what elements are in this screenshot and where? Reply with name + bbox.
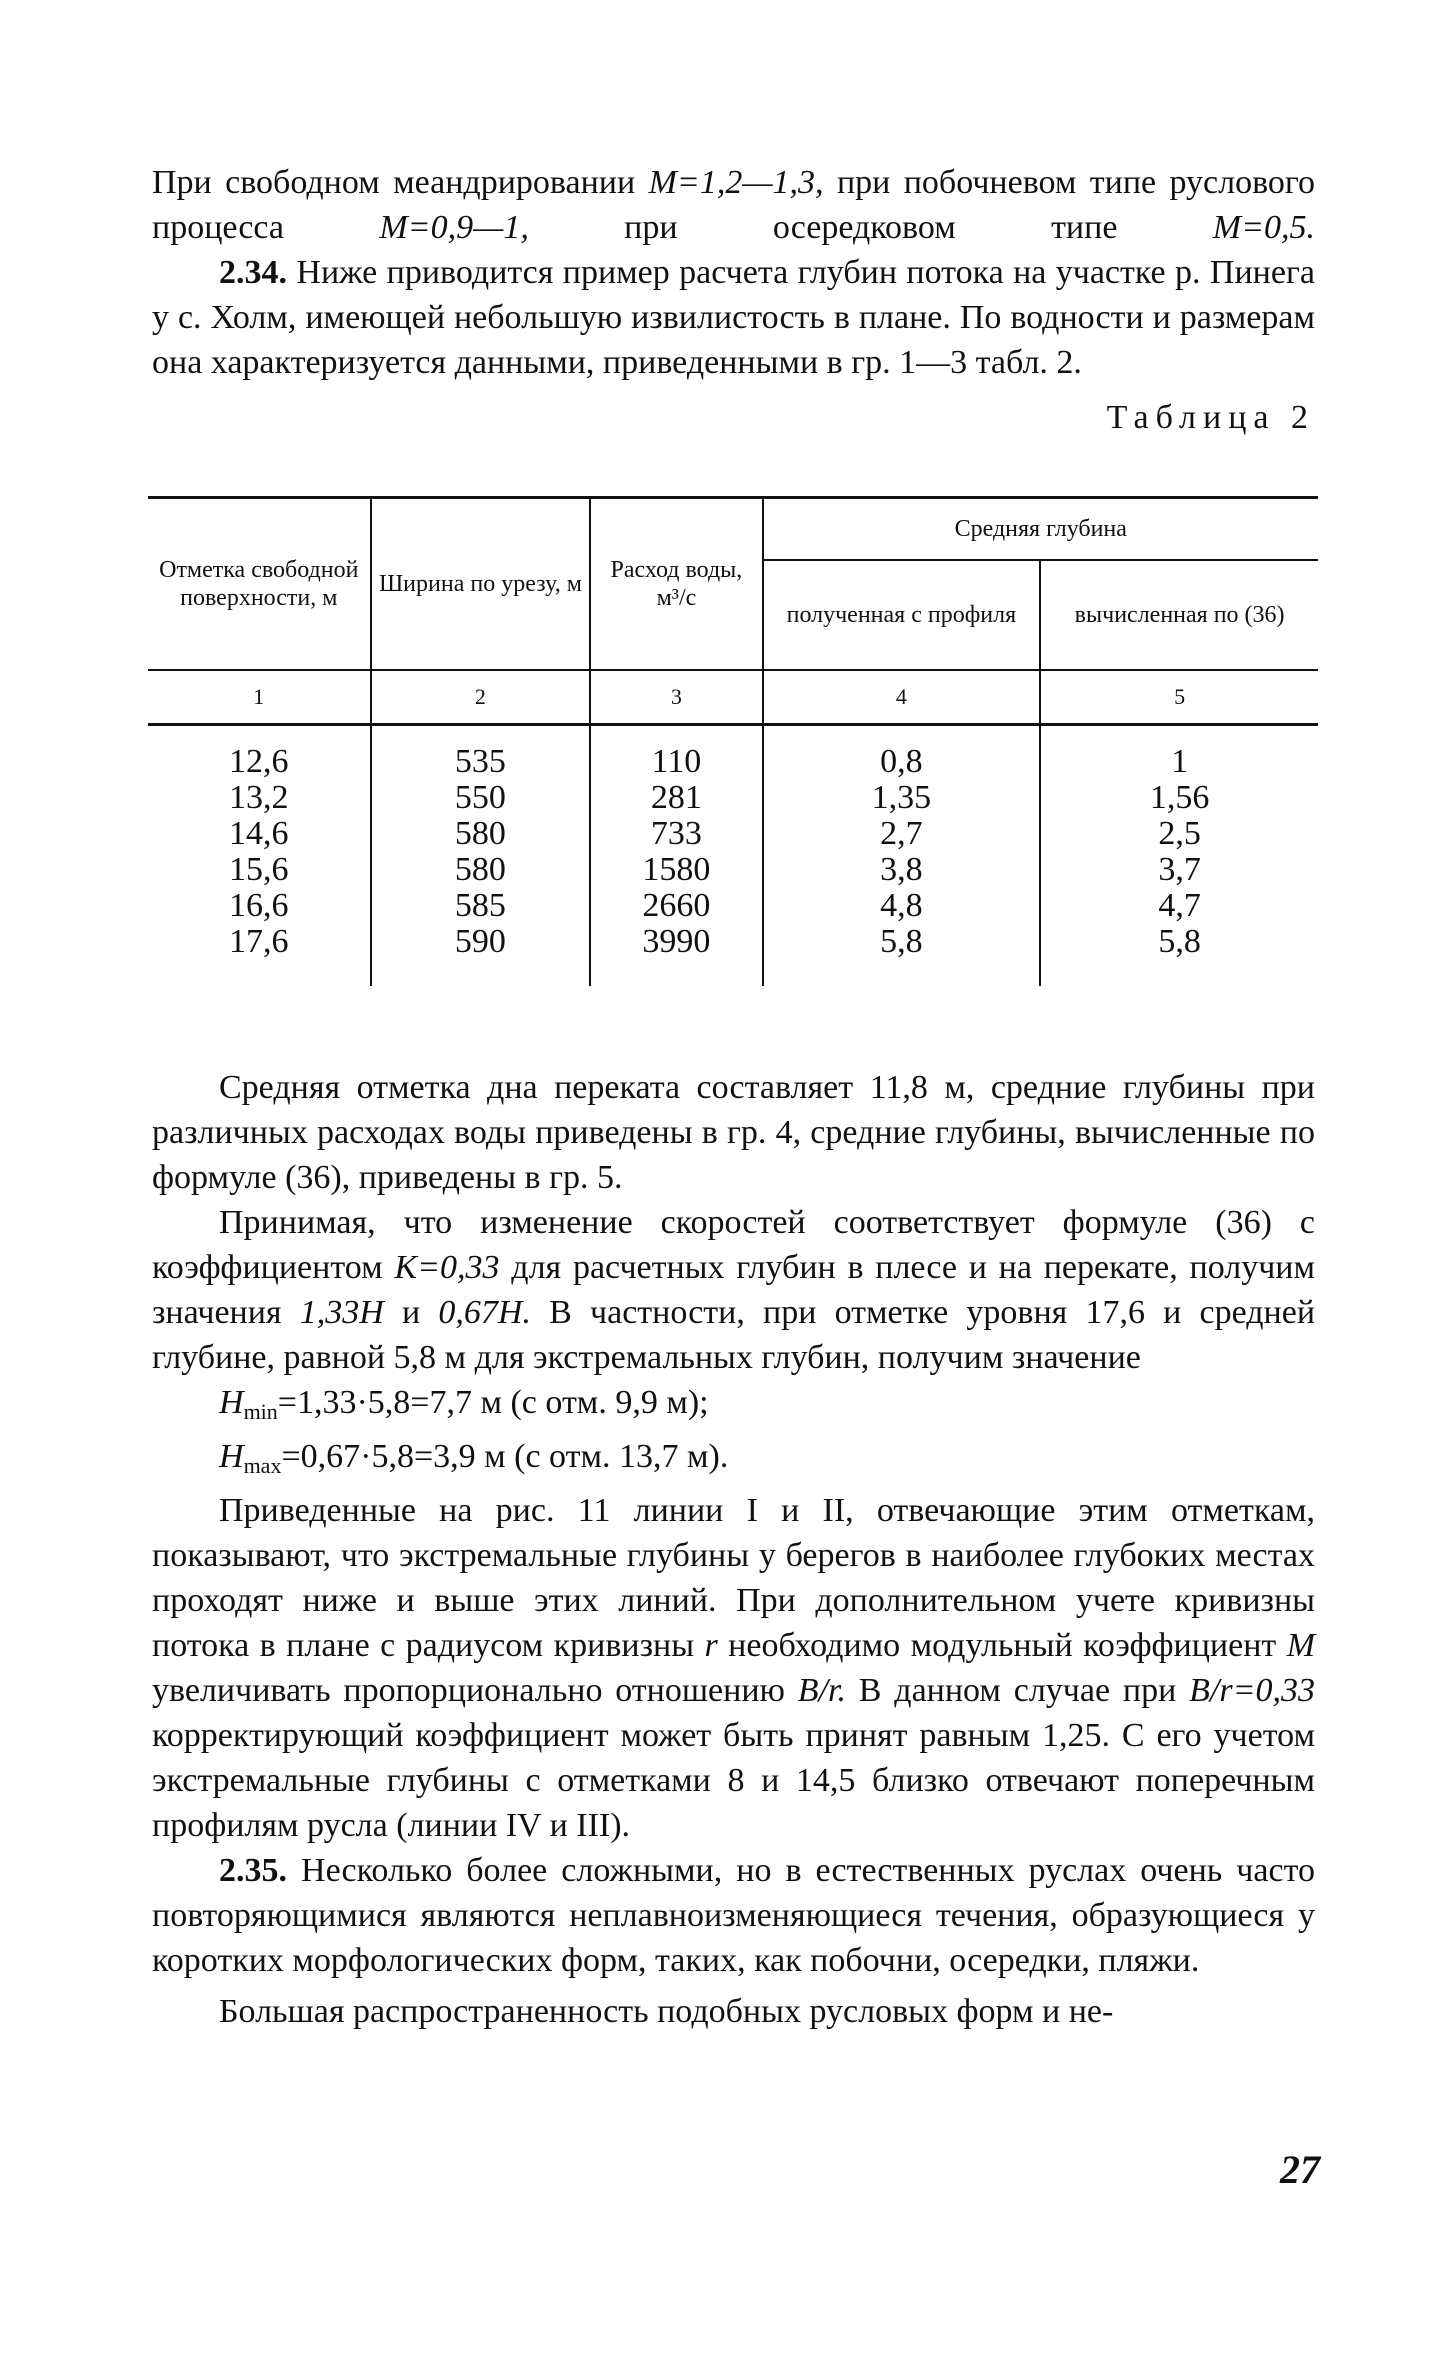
inline-formula: r	[704, 1627, 718, 1664]
table-cell: 281	[590, 780, 762, 816]
header-discharge: Расход воды, м³/с	[590, 498, 762, 671]
body-block	[152, 1065, 1315, 2034]
table-row	[148, 888, 1318, 924]
formula-symbol: H	[219, 1384, 244, 1421]
paragraph-text: для расчетных глубин в плесе и на перекате, получим значения	[152, 1249, 1316, 1331]
table-cell: 17,6	[229, 923, 289, 960]
intro-paragraph	[152, 160, 1315, 250]
table-cell: 3,8	[763, 852, 1041, 888]
formula-subscript: min	[243, 1399, 278, 1424]
paragraph	[152, 1488, 1315, 1848]
table-caption: Таблица 2	[1106, 399, 1315, 436]
section-number: 2.34.	[219, 254, 287, 291]
header-elevation: Отметка свободной поверхности, м	[148, 498, 371, 671]
section-2-34	[152, 250, 1315, 385]
table-cell: 5,8	[763, 924, 1041, 960]
inline-formula: B/r=0,33	[1189, 1672, 1316, 1709]
table-cell: 1580	[590, 852, 762, 888]
table-cell: 1	[1040, 744, 1318, 780]
section-text: Ниже приводится пример расчета глубин потока на участке р. Пинега у с. Холм, имеющей небольшую извилистость в плане. По водности и размерам она характеризуется данными, приведенными в гр. 1—3 табл. 2.	[152, 254, 1315, 381]
table-cell: 550	[371, 780, 591, 816]
intro-formula: M=0,5.	[1212, 209, 1316, 246]
intro-text: При свободном меандрировании	[152, 164, 636, 201]
formula-hmax	[152, 1434, 1315, 1488]
table-cell: 580	[371, 852, 591, 888]
header-depth-computed: вычисленная по (36)	[1040, 560, 1318, 670]
table-cell: 13,2	[229, 779, 289, 816]
table-cell: 580	[371, 816, 591, 852]
paragraph-text: В данном случае при	[858, 1672, 1177, 1709]
inline-formula: M	[1286, 1627, 1316, 1664]
paragraph: Большая распространенность подобных русловых форм и не-	[219, 1993, 1114, 2030]
table-cell: 733	[590, 816, 762, 852]
inline-formula: 1,33H	[299, 1294, 384, 1331]
header-mean-depth: Средняя глубина	[763, 498, 1318, 561]
table-cell: 585	[371, 888, 591, 924]
paragraph-text: и	[402, 1294, 421, 1331]
table-cell: 1,56	[1040, 780, 1318, 816]
column-index-row	[148, 670, 1318, 725]
table-cell: 2660	[590, 888, 762, 924]
table-cell: 2,7	[763, 816, 1041, 852]
table-cell: 12,6	[229, 743, 289, 780]
table-row	[148, 816, 1318, 852]
table-row	[148, 852, 1318, 888]
table-cell: 0,8	[763, 744, 1041, 780]
table-cell: 590	[371, 924, 591, 960]
paragraph-text: корректирующий коэффициент может быть принят равным 1,25. С его учетом экстремальные глубины с отметками 8 и 14,5 близко отвечают поперечным профилям русла (линии IV и III).	[152, 1717, 1315, 1844]
paragraph-text: увеличивать пропорционально отношению	[152, 1672, 785, 1709]
formula-text: =1,33·5,8=7,7 м (с отм. 9,9 м);	[277, 1384, 709, 1421]
inline-formula: B/r.	[797, 1672, 846, 1709]
table-row	[148, 744, 1318, 780]
table-cell: 1,35	[763, 780, 1041, 816]
intro-formula: M=0,9—1,	[379, 209, 529, 246]
column-index: 1	[148, 670, 371, 725]
table-cell: 4,7	[1040, 888, 1318, 924]
column-index: 5	[1040, 670, 1318, 725]
intro-text: при побочневом типе	[836, 164, 1157, 201]
paragraph-text: В частности, при отметке уровня 17,6 и средней глубине, равной 5,8 м для экстремальных глубин, получим значение	[152, 1294, 1316, 1376]
formula-subscript: max	[243, 1453, 282, 1478]
header-width: Ширина по урезу, м	[371, 498, 591, 671]
table-cell: 4,8	[763, 888, 1041, 924]
page-number: 27	[1280, 2147, 1320, 2192]
table-cell: 110	[590, 744, 762, 780]
section-2-35	[152, 1848, 1315, 1983]
intro-block	[152, 160, 1315, 440]
paragraph-text: Приведенные на рис. 11 линии I и II, отвечающие этим отметкам, показывают, что экстремальные глубины у берегов в наиболее глубоких местах проходят ниже и выше этих линий. При дополнительном учете кривизны потока в плане с радиусом кривизны	[152, 1492, 1315, 1664]
formula-hmin	[152, 1380, 1315, 1434]
table-cell: 3990	[590, 924, 762, 960]
inline-formula: K=0,33	[394, 1249, 500, 1286]
column-index: 4	[763, 670, 1041, 725]
table-cell: 2,5	[1040, 816, 1318, 852]
header-depth-profile: полученная с профиля	[763, 560, 1041, 670]
section-number: 2.35.	[219, 1852, 287, 1889]
table-cell: 3,7	[1040, 852, 1318, 888]
data-table	[148, 496, 1318, 986]
table-row	[148, 780, 1318, 816]
intro-formula: M=1,2—1,3,	[648, 164, 824, 201]
table-cell: 5,8	[1040, 924, 1318, 960]
formula-symbol: H	[219, 1438, 244, 1475]
intro-text: при осередковом типе	[624, 209, 1118, 246]
paragraph-text: Принимая, что изменение скоростей соответствует формуле (36) с коэффициентом	[152, 1204, 1315, 1286]
table-cell: 15,6	[229, 851, 289, 888]
table-cell: 16,6	[229, 887, 289, 924]
inline-formula: 0,67H.	[438, 1294, 531, 1331]
column-index: 2	[371, 670, 591, 725]
paragraph-text: необходимо модульный коэффициент	[728, 1627, 1277, 1664]
table-cell: 535	[371, 744, 591, 780]
section-text: Несколько более сложными, но в естественных руслах очень часто повторяющимися являются неплавноизменяющиеся течения, образующиеся у коротких морфологических форм, таких, как побочни, осередки, пляжи.	[152, 1852, 1316, 1979]
paragraph: Средняя отметка дна переката составляет 11,8 м, средние глубины при различных расходах воды приведены в гр. 4, средние глубины, вычисленные по формуле (36), приведены в гр. 5.	[152, 1069, 1315, 1196]
paragraph	[152, 1200, 1315, 1380]
table-row	[148, 924, 1318, 960]
intro-text: руслового процесса	[152, 164, 1316, 246]
formula-text: =0,67·5,8=3,9 м (с отм. 13,7 м).	[281, 1438, 729, 1475]
table-cell: 14,6	[229, 815, 289, 852]
column-index: 3	[590, 670, 762, 725]
